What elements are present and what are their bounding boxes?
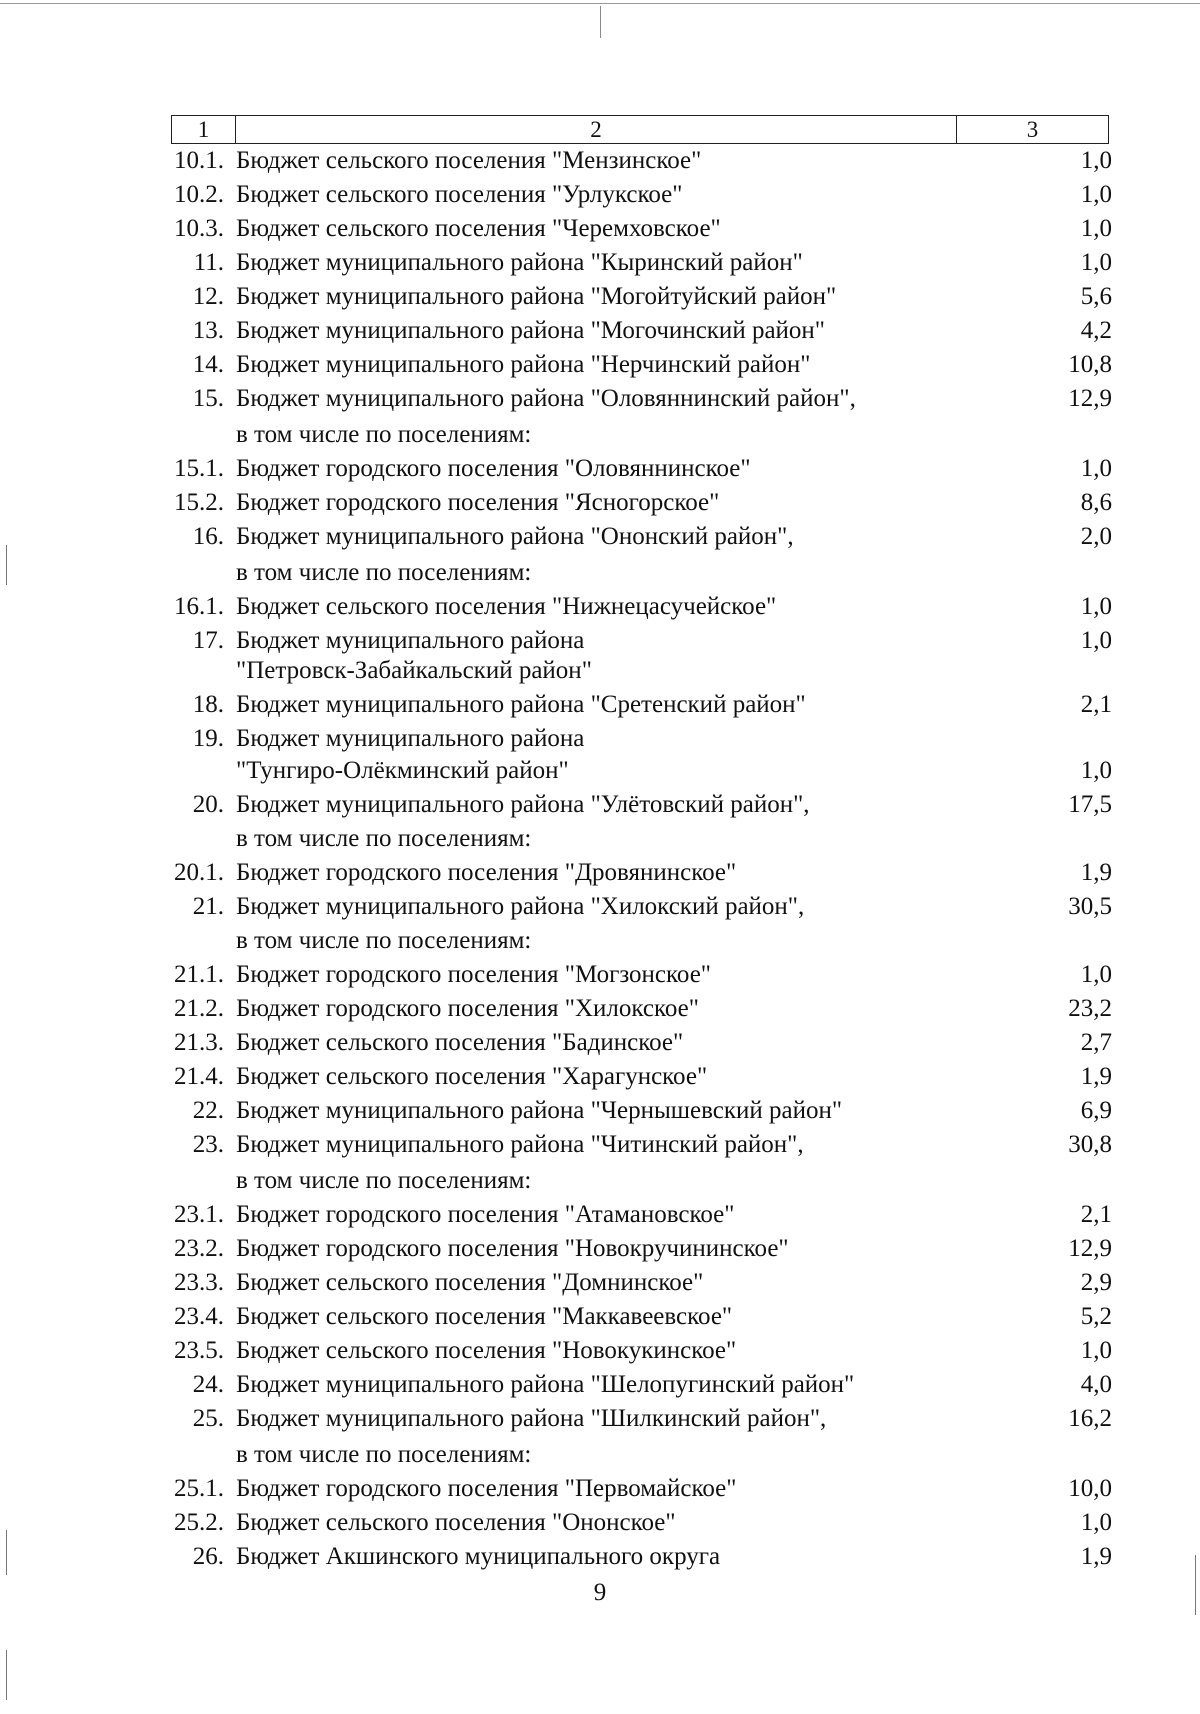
row-value: 4,0 (1080, 1371, 1112, 1398)
row-label: в том числе по поселениям: (236, 825, 532, 852)
row-number: 23.5. (174, 1337, 224, 1364)
table-row (0, 1166, 1200, 1196)
row-label: Бюджет сельского поселения "Мензинское" (236, 147, 702, 174)
row-number: 26. (192, 1543, 224, 1570)
row-number: 20. (192, 791, 224, 818)
table-row (0, 724, 1200, 754)
row-label: Бюджет городского поселения "Ясногорское" (236, 489, 720, 516)
row-label: Бюджет городского поселения "Оловяннинское" (236, 455, 751, 482)
table-row (0, 522, 1200, 552)
table-row (0, 1542, 1200, 1572)
row-label: в том числе по поселениям: (236, 927, 532, 954)
row-label: Бюджет муниципального района "Могойтуйский район" (236, 283, 837, 310)
row-label: Бюджет сельского поселения "Домнинское" (236, 1269, 704, 1296)
row-label: Бюджет муниципального района "Шилкинский район", (236, 1405, 827, 1432)
row-label: Бюджет сельского поселения "Нижнецасучейское" (236, 593, 777, 620)
table-row (0, 146, 1200, 176)
row-label: "Тунгиро-Олёкминский район" (236, 757, 569, 784)
row-number: 24. (192, 1371, 224, 1398)
table-row (0, 214, 1200, 244)
row-label: Бюджет городского поселения "Дровянинское" (236, 859, 737, 886)
row-label: в том числе по поселениям: (236, 1441, 532, 1468)
table-row (0, 690, 1200, 720)
row-number: 12. (192, 283, 224, 310)
row-number: 10.2. (174, 181, 224, 208)
row-number: 15. (192, 385, 224, 412)
row-value: 1,0 (1080, 961, 1112, 988)
row-value: 2,7 (1080, 1029, 1112, 1056)
row-value: 1,0 (1080, 1509, 1112, 1536)
row-label: Бюджет муниципального района "Улётовский район", (236, 791, 810, 818)
row-label: Бюджет муниципального района "Нерчинский район" (236, 351, 811, 378)
table-row (0, 994, 1200, 1024)
page-number: 9 (593, 1579, 607, 1606)
row-number: 21.2. (174, 995, 224, 1022)
row-label: Бюджет Акшинского муниципального округа (236, 1543, 721, 1570)
header-cell-value: 3 (1026, 117, 1039, 142)
header-cell-number: 1 (172, 116, 236, 143)
row-value: 30,5 (1068, 893, 1112, 920)
table-row (0, 1404, 1200, 1434)
row-number: 16. (192, 523, 224, 550)
row-number: 23.2. (174, 1235, 224, 1262)
row-label: Бюджет муниципального района "Читинский район", (236, 1131, 804, 1158)
row-label: Бюджет сельского поселения "Ононское" (236, 1509, 676, 1536)
row-number: 21. (192, 893, 224, 920)
row-label: Бюджет муниципального района (236, 725, 585, 752)
row-number: 21.3. (174, 1029, 224, 1056)
row-number: 11. (193, 249, 224, 276)
row-value: 6,9 (1080, 1097, 1112, 1124)
table-row (0, 656, 1200, 686)
row-label: Бюджет муниципального района "Оловяннинский район", (236, 385, 856, 412)
table-row (0, 488, 1200, 518)
table-row (0, 558, 1200, 588)
row-value: 2,1 (1080, 691, 1112, 718)
table-row (0, 1234, 1200, 1264)
row-value: 1,0 (1080, 627, 1112, 654)
table-row (0, 960, 1200, 990)
row-number: 21.1. (174, 961, 224, 988)
row-number: 15.1. (174, 455, 224, 482)
table-row (0, 350, 1200, 380)
row-number: 20.1. (174, 859, 224, 886)
row-number: 21.4. (174, 1063, 224, 1090)
row-label: Бюджет муниципального района "Ононский район", (236, 523, 794, 550)
row-label: Бюджет сельского поселения "Урлукское" (236, 181, 683, 208)
row-value: 23,2 (1068, 995, 1112, 1022)
row-number: 13. (192, 317, 224, 344)
table-row (0, 1336, 1200, 1366)
row-value: 2,1 (1080, 1201, 1112, 1228)
row-label: Бюджет городского поселения "Атамановское" (236, 1201, 735, 1228)
row-value: 1,0 (1080, 181, 1112, 208)
row-label: Бюджет городского поселения "Новокручининское" (236, 1235, 789, 1262)
table-row (0, 420, 1200, 450)
row-value: 1,0 (1080, 593, 1112, 620)
row-number: 23.4. (174, 1303, 224, 1330)
row-value: 1,9 (1080, 859, 1112, 886)
row-value: 2,0 (1080, 523, 1112, 550)
table-row (0, 248, 1200, 278)
scan-fold-mark (600, 6, 601, 38)
table-row (0, 316, 1200, 346)
row-value: 1,0 (1080, 147, 1112, 174)
row-label: Бюджет муниципального района (236, 627, 585, 654)
row-value: 12,9 (1068, 385, 1112, 412)
row-value: 1,9 (1080, 1543, 1112, 1570)
row-value: 10,0 (1068, 1475, 1112, 1502)
row-number: 15.2. (174, 489, 224, 516)
row-label: Бюджет сельского поселения "Новокукинское" (236, 1337, 737, 1364)
row-label: "Петровск-Забайкальский район" (236, 657, 592, 684)
table-row (0, 454, 1200, 484)
row-number: 23.3. (174, 1269, 224, 1296)
row-label: Бюджет муниципального района "Могочинский район" (236, 317, 826, 344)
row-number: 17. (192, 627, 224, 654)
table-row (0, 592, 1200, 622)
row-value: 1,0 (1080, 455, 1112, 482)
row-label: в том числе по поселениям: (236, 1167, 532, 1194)
table-row (0, 756, 1200, 786)
row-number: 18. (192, 691, 224, 718)
table-row (0, 790, 1200, 820)
row-label: Бюджет городского поселения "Первомайское" (236, 1475, 737, 1502)
row-value: 1,0 (1080, 1337, 1112, 1364)
row-value: 5,6 (1080, 283, 1112, 310)
table-row (0, 1028, 1200, 1058)
row-label: Бюджет сельского поселения "Черемховское" (236, 215, 721, 242)
table-row (0, 1302, 1200, 1332)
row-value: 10,8 (1068, 351, 1112, 378)
row-value: 8,6 (1080, 489, 1112, 516)
row-label: Бюджет городского поселения "Могзонское" (236, 961, 712, 988)
table-row (0, 1062, 1200, 1092)
table-row (0, 1130, 1200, 1160)
row-value: 4,2 (1080, 317, 1112, 344)
table-row (0, 180, 1200, 210)
table-header (171, 115, 1109, 144)
row-number: 16.1. (174, 593, 224, 620)
row-number: 23.1. (174, 1201, 224, 1228)
row-number: 14. (192, 351, 224, 378)
table-row (0, 1200, 1200, 1230)
row-value: 16,2 (1068, 1405, 1112, 1432)
row-label: Бюджет сельского поселения "Харагунское" (236, 1063, 708, 1090)
row-value: 5,2 (1080, 1303, 1112, 1330)
table-row (0, 1096, 1200, 1126)
row-label: Бюджет муниципального района "Сретенский район" (236, 691, 806, 718)
row-label: Бюджет муниципального района "Шелопугинский район" (236, 1371, 855, 1398)
table-row (0, 858, 1200, 888)
row-number: 10.1. (174, 147, 224, 174)
scan-border-line (0, 3, 1200, 4)
table-row (0, 626, 1200, 656)
scan-edge-mark (6, 1650, 7, 1700)
row-value: 1,0 (1080, 215, 1112, 242)
table-row (0, 1508, 1200, 1538)
table-row (0, 1440, 1200, 1470)
row-number: 25.2. (174, 1509, 224, 1536)
row-number: 10.3. (174, 215, 224, 242)
header-cell-name: 2 (236, 116, 957, 143)
row-label: Бюджет муниципального района "Чернышевский район" (236, 1097, 843, 1124)
row-label: Бюджет сельского поселения "Маккавеевское" (236, 1303, 733, 1330)
row-label: в том числе по поселениям: (236, 559, 532, 586)
table-row (0, 926, 1200, 956)
row-value: 1,9 (1080, 1063, 1112, 1090)
row-number: 22. (192, 1097, 224, 1124)
row-label: в том числе по поселениям: (236, 421, 532, 448)
row-value: 1,0 (1080, 757, 1112, 784)
row-value: 12,9 (1068, 1235, 1112, 1262)
row-label: Бюджет городского поселения "Хилокское" (236, 995, 699, 1022)
row-number: 19. (192, 725, 224, 752)
row-label: Бюджет муниципального района "Кыринский район" (236, 249, 803, 276)
row-number: 23. (192, 1131, 224, 1158)
table-row (0, 824, 1200, 854)
table-row (0, 384, 1200, 414)
table-row (0, 1370, 1200, 1400)
row-label: Бюджет сельского поселения "Бадинское" (236, 1029, 684, 1056)
row-number: 25.1. (174, 1475, 224, 1502)
table-row (0, 1268, 1200, 1298)
row-value: 30,8 (1068, 1131, 1112, 1158)
table-row (0, 282, 1200, 312)
table-row (0, 1474, 1200, 1504)
row-value: 17,5 (1068, 791, 1112, 818)
row-label: Бюджет муниципального района "Хилокский район", (236, 893, 805, 920)
row-value: 2,9 (1080, 1269, 1112, 1296)
row-value: 1,0 (1080, 249, 1112, 276)
table-row (0, 892, 1200, 922)
row-number: 25. (192, 1405, 224, 1432)
